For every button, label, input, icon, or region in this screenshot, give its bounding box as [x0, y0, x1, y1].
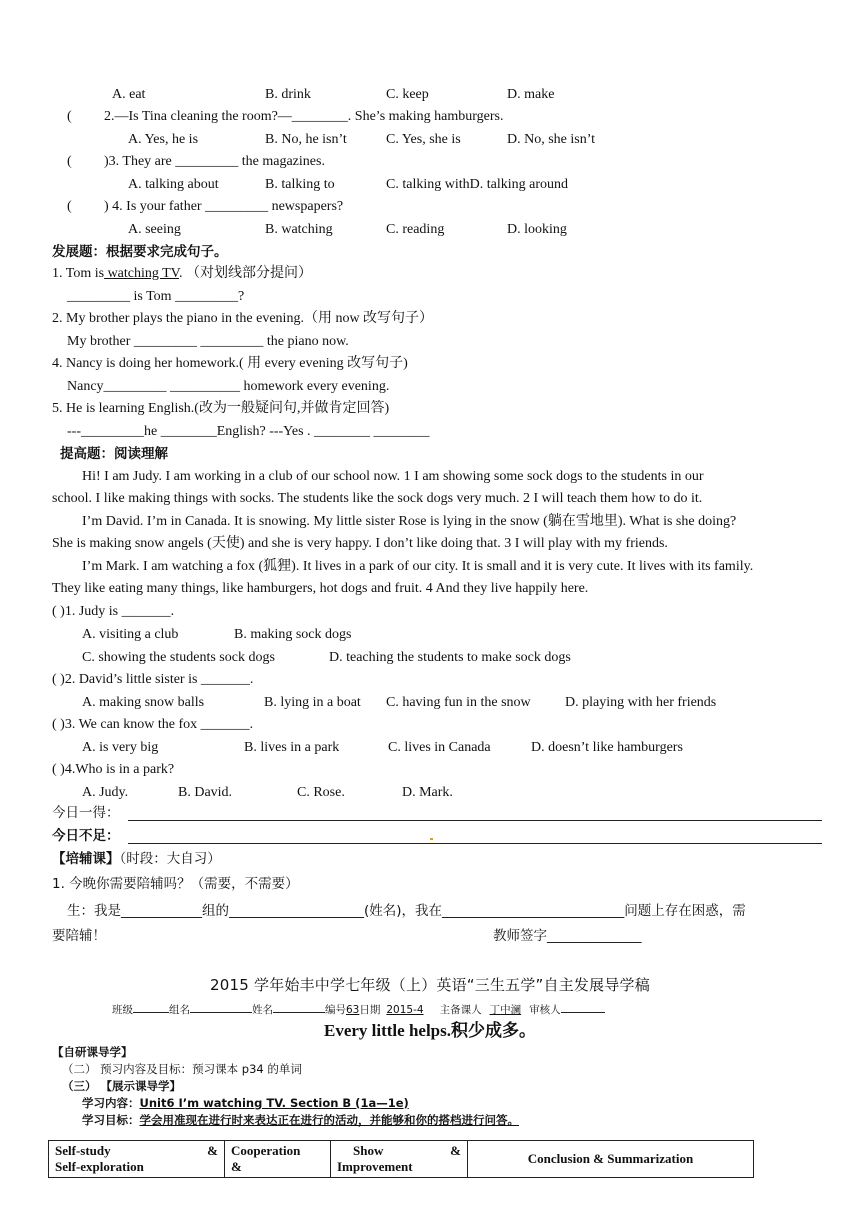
reading-q3-option-d: D. doesn’t like hamburgers: [531, 740, 683, 755]
tutoring-line-a: 生：我是____________组的____________________(姓名)，我在___________________________问题上存在困惑，需: [67, 903, 746, 919]
tutoring-line-b: 要陪辅！: [52, 928, 106, 944]
q3-option-c: C. talking withD. talking around: [386, 177, 568, 192]
q4-option-b: B. watching: [265, 222, 333, 237]
lack-line: [128, 843, 822, 844]
q4-text: ) 4. Is your father _________ newspapers?: [104, 199, 344, 214]
col3-amp: &: [450, 1143, 461, 1158]
col1-amp: &: [207, 1143, 218, 1158]
reading-q2-option-c: C. having fun in the snow: [386, 695, 531, 710]
q2-option-a: A. Yes, he is: [128, 132, 199, 147]
reading-p2-line1: I’m David. I’m in Canada. It is snowing. My little sister Rose is lying in the snow (躺在雪地里). What is she doing?: [82, 514, 737, 529]
q3-option-b: B. talking to: [265, 177, 335, 192]
next-sheet-title: 2015 学年始丰中学七年级（上）英语“三生五学”自主发展导学稿: [210, 976, 650, 994]
lack-label: 今日不足：: [52, 828, 120, 844]
tutoring-heading-note: （时段：大自习）: [119, 851, 221, 867]
col-conclusion: [468, 1141, 754, 1178]
reading-q1: ( )1. Judy is _______.: [52, 604, 175, 619]
q4-option-a: A. seeing: [128, 222, 181, 237]
reading-q2-option-a: A. making snow balls: [82, 695, 205, 710]
reading-q2-option-b: B. lying in a boat: [264, 695, 361, 710]
preview-line: （二） 预习内容及目标：预习课本 p34 的单词: [62, 1062, 302, 1076]
reading-q3-option-c: C. lives in Canada: [388, 740, 491, 755]
lead-label: 主备课人: [439, 1004, 482, 1016]
q2-option-b: B. No, he isn’t: [265, 132, 347, 147]
gain-line: [128, 820, 822, 821]
col1-line2: Self-exploration: [55, 1159, 144, 1174]
reading-q4-option-b: B. David.: [178, 785, 233, 800]
reading-q3: ( )3. We can know the fox _______.: [52, 717, 254, 732]
teacher-signature: 教师签字______________: [493, 928, 642, 944]
development-item-2: 2. My brother plays the piano in the evening.（用 now 改写句子）: [52, 311, 434, 326]
development-item-4: 4. Nancy is doing her homework.( 用 every evening 改写句子): [52, 356, 408, 371]
number-value: 63: [346, 1004, 360, 1016]
info-line: [112, 1003, 605, 1017]
reading-q4-option-c: C. Rose.: [297, 785, 345, 800]
col-show: [331, 1141, 468, 1178]
col3-line2: Improvement: [337, 1159, 413, 1174]
reading-q4: ( )4.Who is in a park?: [52, 762, 175, 777]
reading-p1-line1: Hi! I am Judy. I am working in a club of our school now. 1 I am showing some sock dogs to the students in our: [82, 469, 704, 484]
number-label: 编号: [325, 1004, 346, 1016]
reading-q1-option-a: A. visiting a club: [82, 627, 179, 642]
item1-underlined: watching TV: [104, 266, 179, 281]
reviewer-label: 审核人: [529, 1004, 561, 1016]
stage-table: [48, 1140, 754, 1178]
reading-q1-option-b: B. making sock dogs: [234, 627, 352, 642]
reading-heading: 提高题：阅读理解: [60, 446, 168, 462]
q2-paren: (: [67, 109, 72, 124]
reading-p2-line2: She is making snow angels (天使) and she is very happy. I don’t like doing that. 3 I will play with my friends.: [52, 536, 668, 551]
tutoring-heading-line: [52, 850, 221, 868]
class-label: 班级: [112, 1004, 133, 1016]
reading-p3-line2: They like eating many things, like hamburgers, hot dogs and fruit. 4 And they live happily here.: [52, 581, 589, 596]
stray-mark: [430, 838, 433, 840]
item1-pre: 1. Tom is: [52, 266, 105, 281]
q1-option-d: D. make: [507, 87, 555, 102]
motto: Every little helps.积少成多。: [323, 1021, 536, 1040]
development-item-1-answer: _________ is Tom _________?: [67, 289, 245, 304]
reading-q4-option-a: A. Judy.: [82, 785, 129, 800]
reading-q4-option-d: D. Mark.: [402, 785, 453, 800]
content-label: 学习内容：: [82, 1096, 140, 1110]
reading-p1-line2: school. I like making things with socks. The students like the sock dogs very much. 2 I will teach them how to do it.: [52, 491, 703, 506]
q4-option-c: C. reading: [386, 222, 445, 237]
q2-text: 2.—Is Tina cleaning the room?—________. She’s making hamburgers.: [104, 109, 504, 124]
q2-option-d: D. No, she isn’t: [507, 132, 596, 147]
reading-q2-option-d: D. playing with her friends: [565, 695, 717, 710]
reading-p3-line1: I’m Mark. I am watching a fox (狐狸). It lives in a park of our city. It is small and it is very cute. It lives with its family.: [82, 559, 754, 574]
item1-post: . （对划线部分提问）: [178, 266, 312, 281]
lead-value: 丁中澜: [489, 1004, 522, 1016]
tutoring-q1: 1. 今晚你需要陪辅吗？（需要，不需要）: [52, 876, 299, 892]
development-item-2-answer: My brother _________ _________ the piano now.: [67, 334, 349, 349]
q4-option-d: D. looking: [507, 222, 567, 237]
q1-option-a: A. eat: [112, 87, 146, 102]
col-cooperation: [225, 1141, 331, 1178]
development-item-5-answer: ---_________he ________English? ---Yes . ________ ________: [67, 424, 430, 439]
show-heading: （三） 【展示课导学】: [62, 1079, 182, 1093]
col2-line2: &: [231, 1159, 242, 1174]
col4-label: Conclusion & Summarization: [527, 1151, 694, 1166]
development-item-5: 5. He is learning English.(改为一般疑问句,并做肯定回答): [52, 401, 390, 416]
reading-q1-option-d: D. teaching the students to make sock dogs: [329, 650, 571, 665]
col-self-study: [49, 1141, 225, 1178]
content-line: [82, 1096, 584, 1111]
development-item-4-answer: Nancy_________ __________ homework every evening.: [67, 379, 390, 394]
tutoring-heading: 【培辅课】: [52, 851, 120, 867]
col2-line1: Cooperation: [231, 1143, 301, 1158]
content-value: Unit6 I’m watching TV. Section B (1a—1e): [139, 1096, 409, 1110]
goal-line: [82, 1113, 616, 1128]
date-value: 2015-4: [386, 1004, 424, 1016]
q1-option-b: B. drink: [265, 87, 311, 102]
group-label: 组名: [169, 1004, 190, 1016]
q1-option-c: C. keep: [386, 87, 429, 102]
reading-q2: ( )2. David’s little sister is _______.: [52, 672, 254, 687]
self-study-heading: 【自研课导学】: [52, 1045, 133, 1059]
goal-value: 学会用准现在进行时来表达正在进行的活动，并能够和你的搭档进行问答。: [139, 1113, 519, 1127]
gain-label: 今日一得：: [52, 805, 120, 821]
development-item-1: [52, 265, 312, 283]
col3-line1: Show: [353, 1143, 384, 1158]
q3-text: )3. They are _________ the magazines.: [104, 154, 325, 169]
reading-q3-option-a: A. is very big: [82, 740, 159, 755]
col1-line1: Self-study: [55, 1143, 111, 1158]
stage-table-header-row: [49, 1141, 754, 1178]
development-heading: 发展题：根据要求完成句子。: [52, 244, 228, 260]
goal-label: 学习目标：: [82, 1113, 140, 1127]
date-label: 日期: [359, 1004, 381, 1016]
q3-paren: (: [67, 154, 72, 169]
q2-option-c: C. Yes, she is: [386, 132, 461, 147]
name-label: 姓名: [252, 1004, 273, 1016]
reading-q3-option-b: B. lives in a park: [244, 740, 340, 755]
q3-option-a: A. talking about: [128, 177, 219, 192]
reading-q1-option-c: C. showing the students sock dogs: [82, 650, 275, 665]
q4-paren: (: [67, 199, 72, 214]
